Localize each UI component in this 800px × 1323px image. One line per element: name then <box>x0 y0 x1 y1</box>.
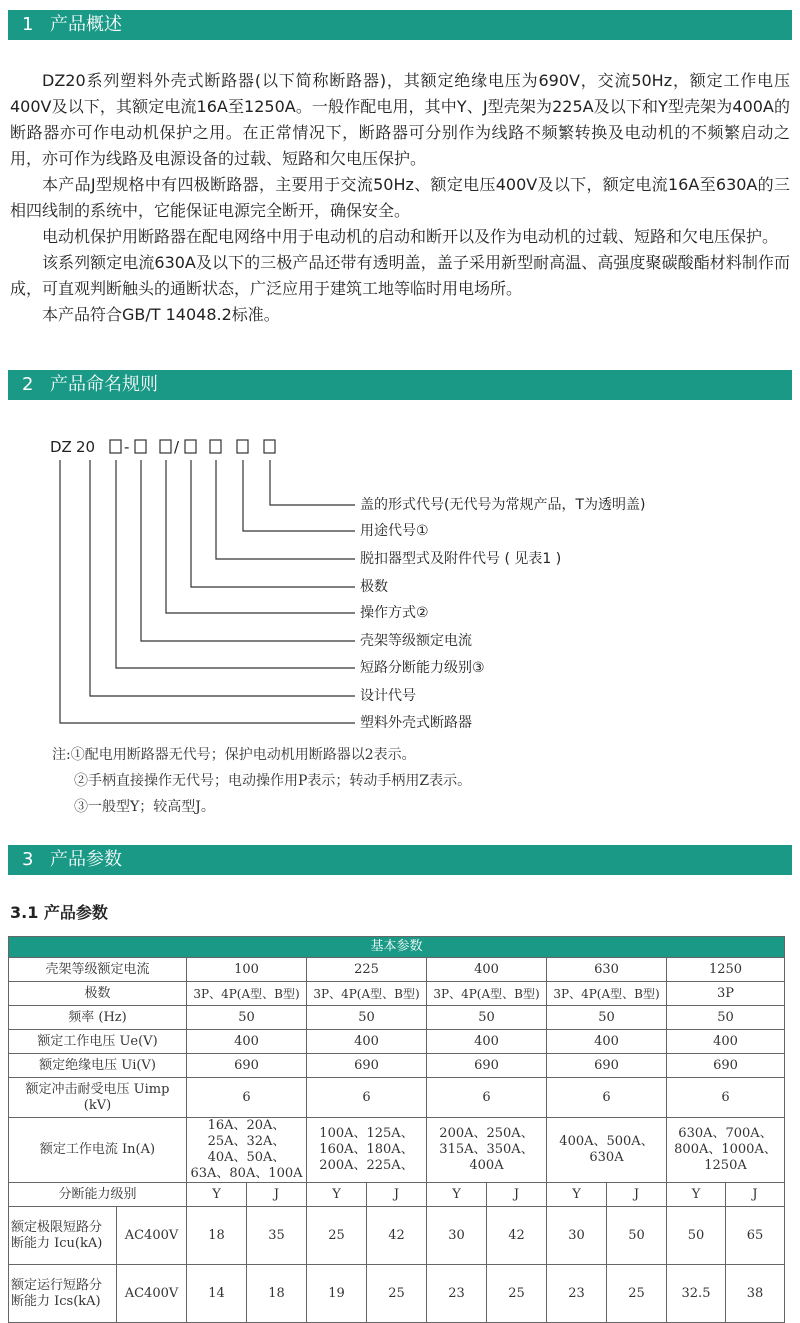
naming-label-design-code: 设计代号 <box>360 688 416 704</box>
naming-label-operation: 操作方式② <box>360 605 429 621</box>
table-row <box>9 1207 785 1265</box>
model-prefix: DZ <box>50 438 72 456</box>
table-cell: 18 <box>187 1207 247 1265</box>
frame-cell: 225 <box>307 958 427 982</box>
table-row <box>9 1183 785 1207</box>
naming-label-cover: 盖的形式代号(无代号为常规产品，T为透明盖) <box>360 497 646 513</box>
overview-paragraph: 本产品J型规格中有四极断路器，主要用于交流50Hz、额定电压400V及以下，额定电流16A至630A的三相四线制的系统中，它能保证电源完全断开，确保安全。 <box>10 175 790 220</box>
table-cell: 100A、125A、160A、180A、200A、225A、 <box>307 1118 427 1183</box>
table-cell: 50 <box>607 1207 667 1265</box>
table-cell: 25 <box>607 1265 667 1323</box>
table-cell: 14 <box>187 1265 247 1323</box>
naming-label-release: 脱扣器型式及附件代号 ( 见表1 ) <box>360 551 562 567</box>
row-label: 额定极限短路分断能力 Icu(kA) <box>9 1207 117 1265</box>
table-cell: 50 <box>187 1006 307 1030</box>
section-title: 产品参数 <box>50 849 122 870</box>
table-cell: J <box>726 1183 785 1207</box>
section-header-overview <box>8 10 792 40</box>
table-cell: 400A、500A、630A <box>547 1118 667 1183</box>
table-cell: J <box>487 1183 547 1207</box>
overview-text <box>10 68 790 328</box>
table-cell: 42 <box>487 1207 547 1265</box>
section-title: 产品命名规则 <box>50 374 158 395</box>
table-cell: 23 <box>427 1265 487 1323</box>
row-label: 额定工作电压 Ue(V) <box>9 1030 187 1054</box>
naming-label-breaking-class: 短路分断能力级别③ <box>360 660 485 676</box>
table-cell: 50 <box>427 1006 547 1030</box>
section-number: 1 <box>22 14 34 35</box>
frame-cell: 100 <box>187 958 307 982</box>
table-cell: 400 <box>427 1030 547 1054</box>
table-row <box>9 1265 785 1323</box>
table-cell: Y <box>187 1183 247 1207</box>
code-box <box>185 440 196 453</box>
code-box <box>135 440 146 453</box>
table-cell: 25 <box>487 1265 547 1323</box>
overview-paragraph: DZ20系列塑料外壳式断路器(以下简称断路器)，其额定绝缘电压为690V，交流50Hz，额定工作电压400V及以下，其额定电流16A至1250A。一般作配电用，其中Y、J型壳架为225A及以下和Y型壳架为400A的断路器亦可作电动机保护之用。在正常情况下，断路器可分别作为线路不频繁转换及电动机的不频繁启动之用，亦可作为线路及电源设备的过载、短路和欠电压保护。 <box>10 71 790 168</box>
voltage-cell: AC400V <box>117 1207 187 1265</box>
naming-label-breaker: 塑料外壳式断路器 <box>360 715 472 731</box>
row-label: 壳架等级额定电流 <box>9 958 187 982</box>
model-design-code: 20 <box>76 438 96 456</box>
params-table <box>8 936 785 1323</box>
overview-paragraph: 电动机保护用断路器在配电网络中用于电动机的启动和断开以及作为电动机的过载、短路和欠电压保护。 <box>42 227 779 246</box>
table-cell: 3P、4P(A型、B型) <box>187 982 307 1006</box>
table-row <box>9 1054 785 1078</box>
table-row <box>9 1030 785 1054</box>
table-cell: 35 <box>247 1207 307 1265</box>
table-cell: J <box>367 1183 427 1207</box>
table-cell: 690 <box>187 1054 307 1078</box>
naming-label-frame-current: 壳架等级额定电流 <box>360 633 472 649</box>
table-cell: 400 <box>667 1030 785 1054</box>
table-cell: 16A、20A、25A、32A、40A、50A、63A、80A、100A <box>187 1118 307 1183</box>
table-cell: 25 <box>367 1265 427 1323</box>
overview-paragraph: 该系列额定电流630A及以下的三极产品还带有透明盖，盖子采用新型耐高温、高强度聚碳酸酯材料制作而成，可直观判断触头的通断状态，广泛应用于建筑工地等临时用电场所。 <box>10 253 790 298</box>
table-cell: 38 <box>726 1265 785 1323</box>
table-cell: 690 <box>667 1054 785 1078</box>
table-cell: 690 <box>427 1054 547 1078</box>
row-label: 分断能力级别 <box>9 1183 187 1207</box>
table-cell: 18 <box>247 1265 307 1323</box>
table-cell: 25 <box>307 1207 367 1265</box>
note-line: 注:①配电用断路器无代号；保护电动机用断路器以2表示。 <box>52 747 416 763</box>
table-cell: 30 <box>547 1207 607 1265</box>
row-label: 额定运行短路分断能力 Ics(kA) <box>9 1265 117 1323</box>
table-cell: 3P、4P(A型、B型) <box>547 982 667 1006</box>
naming-label-poles: 极数 <box>360 579 388 595</box>
table-cell: 400 <box>307 1030 427 1054</box>
row-label: 额定绝缘电压 Ui(V) <box>9 1054 187 1078</box>
table-cell: 50 <box>667 1207 726 1265</box>
table-row <box>9 1078 785 1118</box>
row-label: 频率 (Hz) <box>9 1006 187 1030</box>
table-title: 基本参数 <box>9 937 785 958</box>
table-cell: 32.5 <box>667 1265 726 1323</box>
table-row <box>9 1118 785 1183</box>
subsection-title: 3.1 产品参数 <box>10 903 108 922</box>
table-cell: 630A、700A、800A、1000A、1250A <box>667 1118 785 1183</box>
table-cell: 6 <box>307 1078 427 1118</box>
section-header-naming <box>8 370 792 400</box>
section-header-params <box>8 845 792 875</box>
table-cell: Y <box>547 1183 607 1207</box>
table-cell: 50 <box>307 1006 427 1030</box>
row-label: 额定冲击耐受电压 Uimp (kV) <box>9 1078 187 1118</box>
table-cell: Y <box>427 1183 487 1207</box>
table-row <box>9 958 785 982</box>
row-label: 极数 <box>9 982 187 1006</box>
section-title: 产品概述 <box>50 14 122 35</box>
table-cell: 42 <box>367 1207 427 1265</box>
table-cell: 50 <box>547 1006 667 1030</box>
table-cell: 19 <box>307 1265 367 1323</box>
row-label: 额定工作电流 In(A) <box>9 1118 187 1183</box>
table-cell: 6 <box>187 1078 307 1118</box>
table-cell: 6 <box>547 1078 667 1118</box>
table-cell: 50 <box>667 1006 785 1030</box>
table-title-row <box>9 937 785 958</box>
naming-diagram <box>0 430 800 750</box>
table-cell: 690 <box>547 1054 667 1078</box>
naming-notes <box>52 742 471 820</box>
code-box <box>237 440 248 453</box>
code-box <box>264 440 275 453</box>
table-row <box>9 1006 785 1030</box>
table-cell: 200A、250A、315A、350A、400A <box>427 1118 547 1183</box>
voltage-cell: AC400V <box>117 1265 187 1323</box>
overview-paragraph: 本产品符合GB/T 14048.2标准。 <box>42 305 280 324</box>
naming-label-usage: 用途代号① <box>360 523 429 539</box>
model-dash: - <box>124 438 130 456</box>
table-cell: 23 <box>547 1265 607 1323</box>
table-cell: 400 <box>547 1030 667 1054</box>
note-line: ③一般型Y；较高型J。 <box>74 799 215 815</box>
table-cell: 6 <box>667 1078 785 1118</box>
table-cell: 3P、4P(A型、B型) <box>427 982 547 1006</box>
table-cell: 65 <box>726 1207 785 1265</box>
table-cell: Y <box>307 1183 367 1207</box>
section-number: 3 <box>22 849 34 870</box>
table-cell: 3P、4P(A型、B型) <box>307 982 427 1006</box>
table-cell: 400 <box>187 1030 307 1054</box>
code-box <box>160 440 171 453</box>
code-box <box>110 440 121 453</box>
table-cell: J <box>247 1183 307 1207</box>
model-slash: / <box>174 438 180 456</box>
table-cell: J <box>607 1183 667 1207</box>
frame-cell: 400 <box>427 958 547 982</box>
frame-cell: 1250 <box>667 958 785 982</box>
table-cell: 3P <box>667 982 785 1006</box>
note-line: ②手柄直接操作无代号；电动操作用P表示；转动手柄用Z表示。 <box>74 773 472 789</box>
table-cell: 690 <box>307 1054 427 1078</box>
table-cell: 30 <box>427 1207 487 1265</box>
section-number: 2 <box>22 374 34 395</box>
table-cell: Y <box>667 1183 726 1207</box>
table-row <box>9 982 785 1006</box>
code-box <box>210 440 221 453</box>
table-cell: 6 <box>427 1078 547 1118</box>
frame-cell: 630 <box>547 958 667 982</box>
